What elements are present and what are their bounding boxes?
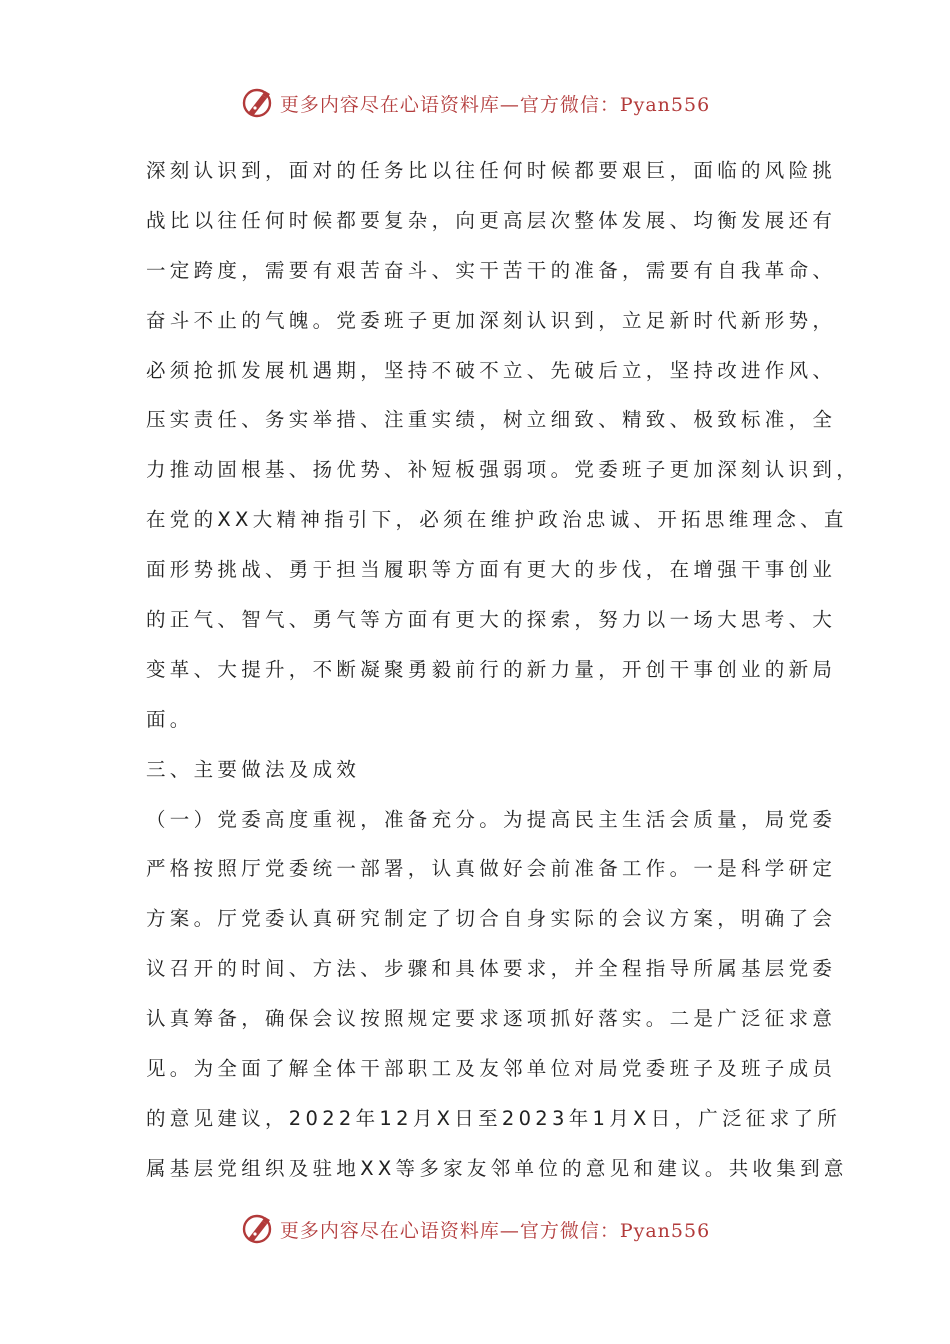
body-line: 属基层党组织及驻地XX等多家友邻单位的意见和建议。共收集到意 [146, 1156, 848, 1180]
footer-watermark [0, 1212, 950, 1246]
body-line: 严格按照厅党委统一部署，认真做好会前准备工作。一是科学研定 [146, 857, 837, 881]
document-body [146, 146, 861, 1194]
body-line: 的正气、智气、勇气等方面有更大的探索，努力以一场大思考、大 [146, 608, 837, 632]
header-watermark [0, 86, 950, 120]
body-line: 方案。厅党委认真研究制定了切合自身实际的会议方案，明确了会 [146, 907, 837, 931]
body-line: 认真筹备，确保会议按照规定要求逐项抓好落实。二是广泛征求意 [146, 1007, 837, 1031]
body-line: 必须抢抓发展机遇期，坚持不破不立、先破后立，坚持改进作风、 [146, 358, 837, 382]
body-line: 力推动固根基、扬优势、补短板强弱项。党委班子更加深刻认识到， [146, 458, 861, 482]
body-line: 压实责任、务实举措、注重实绩，树立细致、精致、极致标准，全 [146, 408, 837, 432]
body-line: 变革、大提升，不断凝聚勇毅前行的新力量，开创干事创业的新局 [146, 657, 837, 681]
body-line: 战比以往任何时候都要复杂，向更高层次整体发展、均衡发展还有 [146, 208, 837, 232]
watermark-text: 更多内容尽在心语资料库—官方微信：Pyan556 [279, 1219, 711, 1242]
body-line: 的意见建议，2022年12月X日至2023年1月X日，广泛征求了所 [146, 1106, 842, 1130]
body-line: 深刻认识到，面对的任务比以往任何时候都要艰巨，面临的风险挑 [146, 159, 837, 182]
body-line: 面。 [146, 707, 194, 731]
body-line: （一）党委高度重视，准备充分。为提高民主生活会质量，局党委 [146, 807, 837, 831]
watermark-text: 更多内容尽在心语资料库—官方微信：Pyan556 [279, 93, 711, 116]
body-line: 在党的XX大精神指引下，必须在维护政治忠诚、开拓思维理念、直 [146, 508, 848, 532]
section-heading: 三、主要做法及成效 [146, 757, 361, 781]
body-line: 一定跨度，需要有艰苦奋斗、实干苦干的准备，需要有自我革命、 [146, 258, 837, 282]
body-line: 面形势挑战、勇于担当履职等方面有更大的步伐，在增强干事创业 [146, 558, 837, 582]
body-line: 见。为全面了解全体干部职工及友邻单位对局党委班子及班子成员 [146, 1057, 837, 1081]
pen-nib-seal-icon [240, 1212, 274, 1246]
body-line: 奋斗不止的气魄。党委班子更加深刻认识到，立足新时代新形势， [146, 308, 837, 332]
body-line: 议召开的时间、方法、步骤和具体要求，并全程指导所属基层党委 [146, 957, 837, 981]
pen-nib-seal-icon [240, 86, 274, 120]
